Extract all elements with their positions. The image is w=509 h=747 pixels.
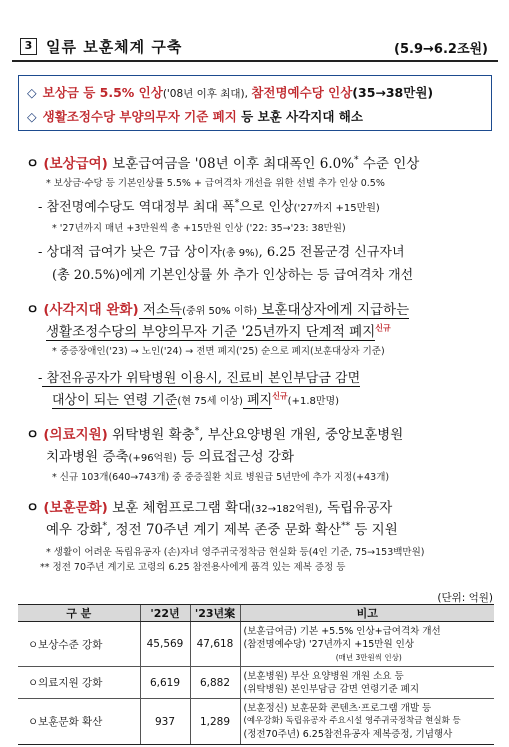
item-compensation: ㅇ (보상급여) 보훈급여금을 '08년 이후 최대폭인 6.0%* 수준 인상 <box>26 155 420 172</box>
item-blind-spot: ㅇ (사각지대 완화) 저소득(중위 50% 이하) 보훈대상자에게 지급하는 <box>26 302 410 318</box>
row-value-2022: 937 <box>140 699 190 745</box>
item-culture-2: 예우 강화*, 정전 70주년 계기 제복 존중 문화 확산** 등 지원 <box>46 521 398 538</box>
section-number-box: 3 <box>20 38 37 55</box>
row-remarks: (보훈급여금) 기본 +5.5% 인상+급여격차 개선 (참전명예수당) '27년까지 +15만원 인상 (매년 3만원씩 인상) <box>240 622 494 667</box>
col-header-remarks: 비고 <box>240 605 494 622</box>
note-culture-1: * 생활이 어려운 독립유공자 (손)자녀 영주귀국정착금 현실화 등(4인 기준, 75→153백만원) <box>46 547 425 558</box>
note-compensation: * 보상금·수당 등 기본인상률 5.5% + 급여격차 개선을 위한 선별 추가 인상 0.5% <box>46 178 385 189</box>
note-blind-spot: * 중증장애인('23) → 노인('24) → 전면 폐지('25) 순으로 폐지(보훈대상자 기준) <box>52 346 385 357</box>
item-culture: ㅇ (보훈문화) 보훈 체험프로그램 확대(32→182억원), 독립유공자 <box>26 500 393 516</box>
new-badge: 신규 <box>272 391 288 401</box>
item-medical: ㅇ (의료지원) 위탁병원 확충*, 부산요양병원 개원, 중앙보훈병원 <box>26 426 404 443</box>
item-medical-2: 치과병원 증축(+96억원) 등 의료접근성 강화 <box>46 449 294 465</box>
row-name: ㅇ의료지원 강화 <box>18 667 140 699</box>
budget-table <box>18 604 494 745</box>
row-value-2023: 6,882 <box>190 667 240 699</box>
summary-line-2: ◇ 생활조정수당 부양의무자 기준 폐지 등 보훈 사각지대 해소 <box>27 109 363 124</box>
item-blind-spot-2: 생활조정수당의 부양의무자 기준 '25년까지 단계적 폐지$^{신규}$ <box>46 323 391 340</box>
summary-box <box>18 75 492 131</box>
section-period: (5.9→6.2조원) <box>394 42 488 57</box>
row-remarks: (보훈정신) 보훈문화 콘텐츠·프로그램 개발 등 (예우강화) 독립유공자 주요시설 영주귀국정착금 현실화 등 (정전70주년) 6.25참전유공자 제복증정, 기념행사 <box>240 699 494 745</box>
note-medical: * 신규 103개(640→743개) 중 중증질환 치료 병원급 5년만에 추가 지정(+43개) <box>52 472 390 483</box>
col-header-category: 구 분 <box>18 605 140 622</box>
header-rule <box>12 60 498 62</box>
note-veteran-allowance: * '27년까지 매년 +3만원씩 총 +15만원 인상 ('22: 35→'23: 38만원) <box>52 223 346 234</box>
row-name: ㅇ보상수준 강화 <box>18 622 140 667</box>
item-copay-2: 대상이 되는 연령 기준(현 75세 이상) 폐지$^{신규}$(+1.8만명) <box>52 391 340 408</box>
new-badge: 신규 <box>375 323 391 333</box>
row-value-2022: 6,619 <box>140 667 190 699</box>
table-header-row <box>18 605 494 622</box>
summary-line-1: ◇ 보상금 등 5.5% 인상('08년 이후 최대), 참전명예수당 인상(35→38만원) <box>27 85 434 100</box>
item-gap-improvement-2: (총 20.5%)에게 기본인상률 外 추가 인상하는 등 급여격차 개선 <box>52 268 414 283</box>
row-value-2022: 45,569 <box>140 622 190 667</box>
col-header-2023: '23년案 <box>190 605 240 622</box>
diamond-icon: ◇ <box>27 109 37 124</box>
table-row <box>18 699 494 745</box>
row-remarks: (보훈병원) 부산 요양병원 개원 소요 등 (위탁병원) 본인부담금 감면 연령기준 폐지 <box>240 667 494 699</box>
item-veteran-allowance: - 참전명예수당도 역대정부 최대 폭*으로 인상('27까지 +15만원) <box>38 198 380 215</box>
table-row <box>18 622 494 667</box>
item-copay-1: - 참전유공자가 위탁병원 이용시, 진료비 본인부담금 감면 <box>38 371 361 386</box>
table-row <box>18 667 494 699</box>
row-value-2023: 1,289 <box>190 699 240 745</box>
item-gap-improvement-1: - 상대적 급여가 낮은 7급 상이자(총 9%), 6.25 전몰군경 신규자녀 <box>38 245 405 260</box>
table-unit: (단위: 억원) <box>437 592 493 604</box>
col-header-2022: '22년 <box>140 605 190 622</box>
row-name: ㅇ보훈문화 확산 <box>18 699 140 745</box>
section-title: 일류 보훈체계 구축 <box>46 38 183 56</box>
diamond-icon: ◇ <box>27 85 37 100</box>
section-header <box>12 36 498 58</box>
row-value-2023: 47,618 <box>190 622 240 667</box>
note-culture-2: ** 정전 70주년 계기로 고령의 6.25 참전용사에게 품격 있는 제복 증정 등 <box>40 562 346 573</box>
